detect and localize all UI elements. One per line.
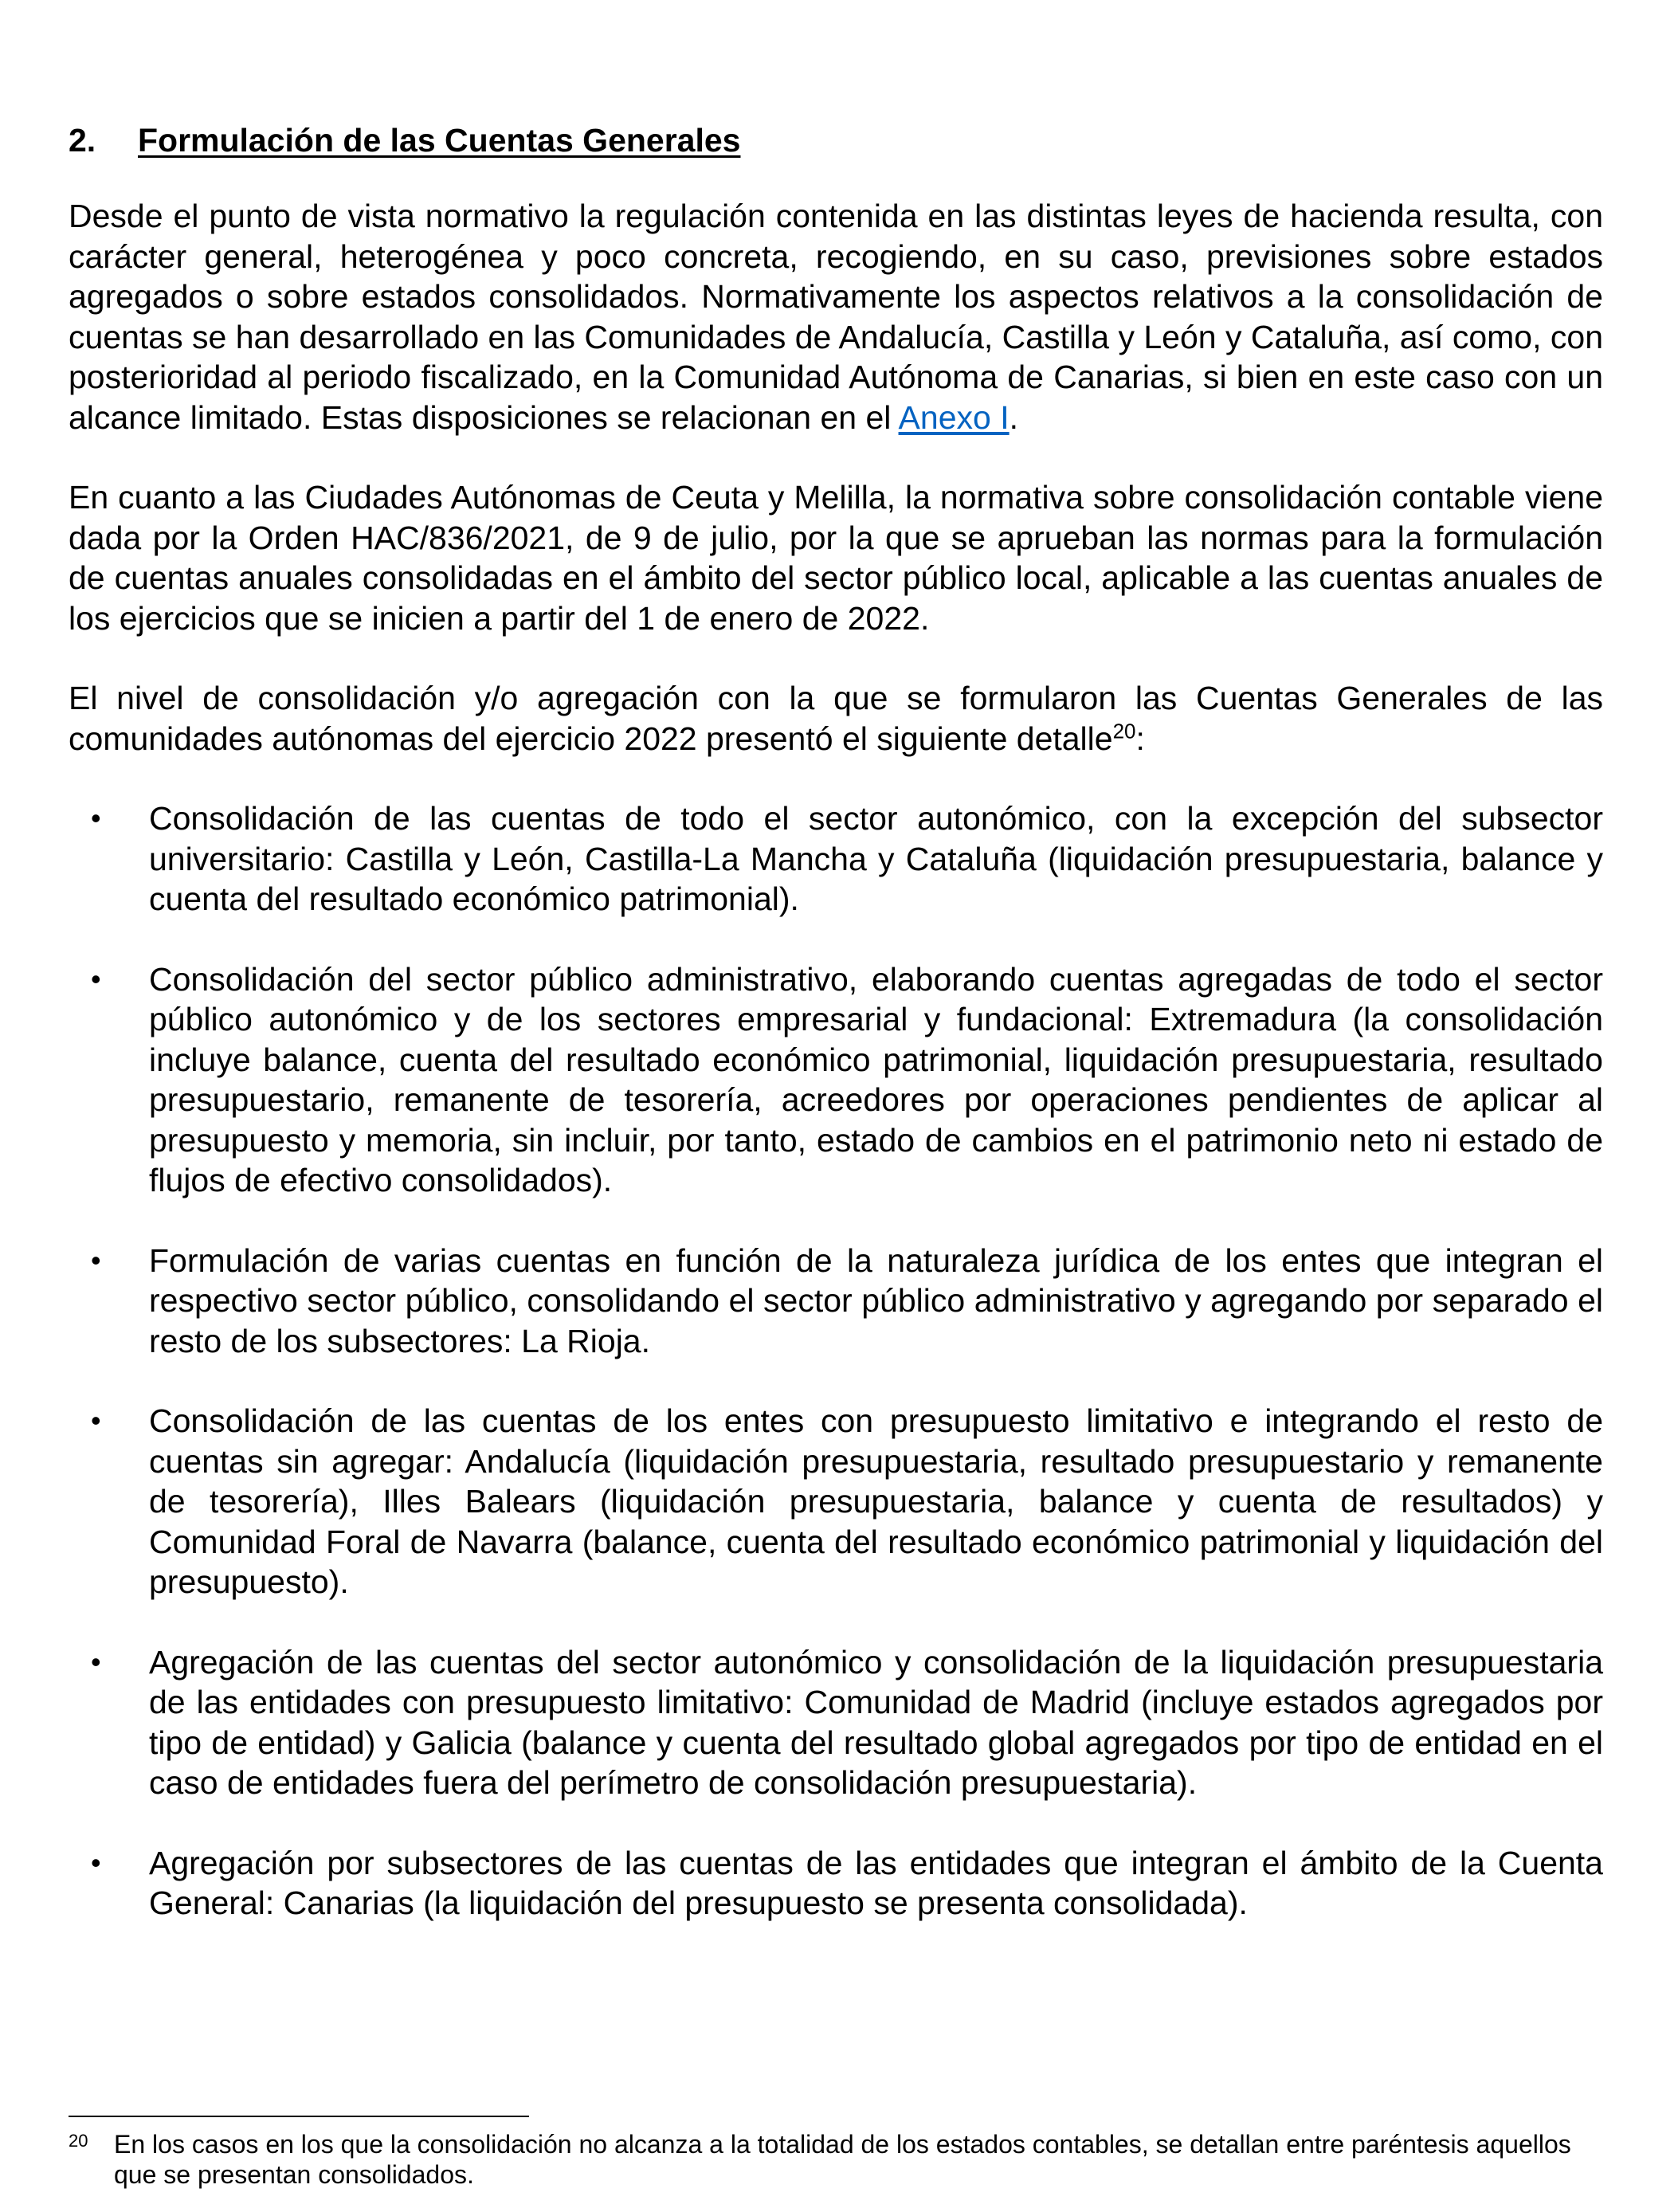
paragraph-ceuta-melilla: En cuanto a las Ciudades Autónomas de Ceuta y Melilla, la normativa sobre consolidación contable viene dada por la Orden HAC/836/2021, de 9 de julio, por la que se aprueban las normas para la formulación de cuentas anuales consolidadas en el ámbito del sector público local, aplicable a las cuentas anuales de los ejercicios que se inicien a partir del 1 de enero de 2022. — [69, 479, 1603, 637]
list-item — [69, 1241, 1603, 1362]
bullet-icon: • — [91, 1243, 101, 1277]
footnote-separator — [69, 2116, 529, 2117]
paragraph-consolidation-level-text: El nivel de consolidación y/o agregación con la que se formularon las Cuentas Generales de las comunidades autónomas del ejercicio 2022 presentó el siguiente detalle — [69, 680, 1603, 757]
list-item — [69, 798, 1603, 920]
paragraph-regulation-text: Desde el punto de vista normativo la regulación contenida en las distintas leyes de hacienda resulta, con carácter general, heterogénea y poco concreta, recogiendo, en su caso, previsiones sobre estados agregados o sobre estados consolidados. Normativamente los aspectos relativos a la consolidación de cuentas se han desarrollado en las Comunidades de Andalucía, Castilla y León y Cataluña, así como, con posterioridad al periodo fiscalizado, en la Comunidad Autónoma de Canarias, si bien en este caso con un alcance limitado. Estas disposiciones se relacionan en el — [69, 198, 1603, 436]
list-item — [69, 1843, 1603, 1924]
paragraph-consolidation-level-end: : — [1135, 720, 1145, 757]
annex-link[interactable]: Anexo I — [898, 398, 1010, 436]
bullet-icon: • — [91, 802, 101, 834]
consolidation-list — [69, 798, 1603, 1924]
paragraph-regulation — [69, 196, 1603, 437]
section-heading — [69, 120, 1603, 161]
list-item — [69, 1401, 1603, 1602]
section-title: Formulación de las Cuentas Generales — [138, 122, 741, 159]
list-item-text: Formulación de varias cuentas en función de la naturaleza jurídica de los entes que integran el respectivo sector público, consolidando el sector público administrativo y agregando por separado el resto de los subsectores: La Rioja. — [149, 1241, 1603, 1359]
footnote-number: 20 — [69, 2131, 88, 2151]
bullet-icon: • — [91, 1645, 101, 1678]
footnote-text: En los casos en los que la consolidación no alcanza a la totalidad de los estados contables, se detallan entre paréntesis aquellos que se presentan consolidados. — [114, 2130, 1571, 2189]
bullet-icon: • — [91, 1404, 101, 1437]
bullet-icon: • — [91, 1845, 101, 1879]
list-item-text: Consolidación del sector público administrativo, elaborando cuentas agregadas de todo el sector público autonómico y de los sectores empresarial y fundacional: Extremadura (la consolidación incluye balance, cuenta del resultado económico patrimonial, liquidación presupuestaria, resultado presupuestario, remanente de tesorería, acreedores por operaciones pendientes de aplicar al presupuesto y memoria, sin incluir, por tanto, estado de cambios en el patrimonio neto ni estado de flujos de efectivo consolidados). — [149, 960, 1603, 1198]
section-number: 2. — [69, 122, 96, 159]
bullet-icon: • — [91, 962, 101, 995]
list-item-text: Agregación por subsectores de las cuentas de las entidades que integran el ámbito de la Cuenta General: Canarias (la liquidación del presupuesto se presenta consolidada). — [149, 1844, 1603, 1921]
list-item — [69, 1642, 1603, 1803]
document-page — [69, 120, 1603, 1963]
paragraph-regulation-end: . — [1009, 398, 1018, 436]
footnote — [69, 2129, 1603, 2190]
paragraph-consolidation-level — [69, 678, 1603, 759]
list-item — [69, 959, 1603, 1201]
footnote-reference[interactable]: 20 — [1112, 718, 1136, 743]
list-item-text: Agregación de las cuentas del sector autonómico y consolidación de la liquidación presupuestaria de las entidades con presupuesto limitativo: Comunidad de Madrid (incluye estados agregados por tipo de entidad) y Galicia (balance y cuenta del resultado global agregados por tipo de entidad en el caso de entidades fuera del perímetro de consolidación presupuestaria). — [149, 1643, 1603, 1801]
list-item-text: Consolidación de las cuentas de los entes con presupuesto limitativo e integrando el resto de cuentas sin agregar: Andalucía (liquidación presupuestaria, resultado presupuestario y remanente de tesorería), Illes Balears (liquidación presupuestaria, balance y cuenta de resultados) y Comunidad Foral de Navarra (balance, cuenta del resultado económico patrimonial y liquidación del presupuesto). — [149, 1402, 1603, 1600]
list-item-text: Consolidación de las cuentas de todo el sector autonómico, con la excepción del subsector universitario: Castilla y León, Castilla-La Mancha y Cataluña (liquidación presupuestaria, balance y cuenta del resultado económico patrimonial). — [149, 800, 1603, 917]
